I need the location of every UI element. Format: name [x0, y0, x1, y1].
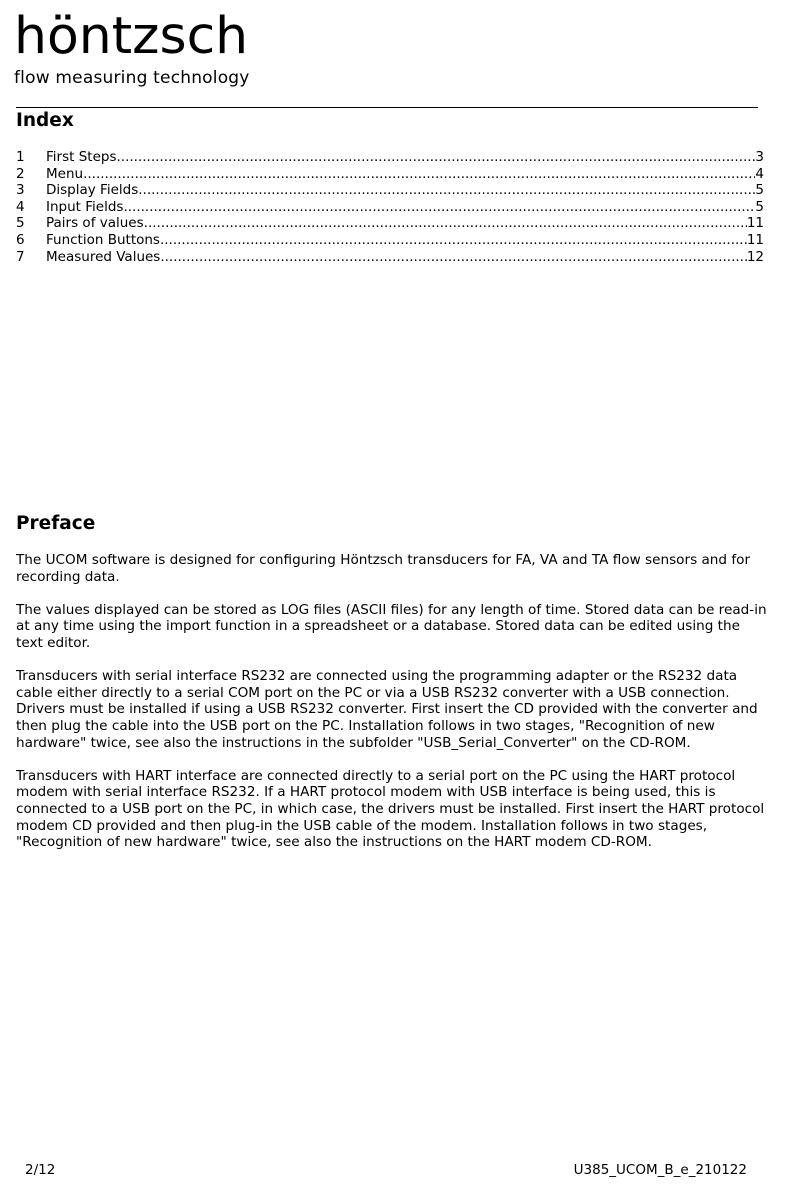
header-divider	[16, 107, 758, 108]
toc-entry-title: First Steps	[46, 149, 117, 165]
toc-entry[interactable]	[16, 166, 764, 183]
toc-entry-number: 2	[16, 165, 25, 182]
toc-entry-page: 11	[746, 231, 764, 248]
toc-leader-dots	[138, 182, 755, 199]
toc-entry[interactable]	[16, 149, 764, 166]
toc-entry-page: 4	[755, 165, 764, 182]
toc-entry-title: Measured Values	[46, 248, 161, 265]
table-of-contents	[16, 149, 764, 265]
toc-entry-number: 6	[16, 231, 25, 248]
logo-brand-text: höntzsch	[14, 7, 249, 66]
toc-entry[interactable]	[16, 199, 764, 216]
toc-entry-page: 5	[755, 198, 764, 215]
preface-paragraph: Transducers with serial interface RS232 are connected using the programming adapter or the RS232 data cable either directly to a serial COM port on the PC or via a USB RS232 converter with a USB connection. Drivers must be installed if using a USB RS232 converter. First insert the CD provided with the converter and then plug the cable into the USB port on the PC. Installation follows in two stages, "Recognition of new hardware" twice, see also the instructions in the subfolder "USB_Serial_Converter" on the CD-ROM.	[16, 668, 758, 751]
page-number: 2/12	[25, 1162, 56, 1178]
document-id: U385_UCOM_B_e_210122	[573, 1162, 747, 1178]
preface-heading: Preface	[16, 513, 96, 534]
toc-entry[interactable]	[16, 249, 764, 266]
toc-leader-dots	[160, 249, 746, 266]
toc-entry-number: 5	[16, 215, 25, 232]
toc-entry-title: Input Fields	[46, 198, 124, 215]
toc-entry-title: Pairs of values	[46, 215, 144, 232]
toc-leader-dots	[116, 149, 755, 166]
toc-entry[interactable]	[16, 215, 764, 232]
toc-entry-page: 12	[746, 248, 764, 265]
toc-entry-title: Function Buttons	[46, 231, 160, 248]
toc-entry[interactable]	[16, 182, 764, 199]
toc-entry-page: 3	[755, 149, 764, 165]
company-logo	[14, 8, 274, 88]
toc-entry-number: 1	[16, 149, 25, 165]
index-heading: Index	[16, 110, 74, 131]
toc-entry-page: 5	[755, 182, 764, 199]
toc-leader-dots	[123, 199, 755, 216]
toc-entry-number: 7	[16, 248, 25, 265]
preface-paragraph: Transducers with HART interface are connected directly to a serial port on the PC using the HART protocol modem with serial interface RS232. If a HART protocol modem with USB interface is being used, this is connected to a USB port on the PC, in which case, the drivers must be installed. First insert the HART protocol modem CD provided and then plug-in the USB cable of the modem. Installation follows in two stages, "Recognition of new hardware" twice, see also the instructions on the HART modem CD-ROM.	[16, 767, 765, 851]
toc-entry-number: 3	[16, 182, 25, 199]
toc-entry-title: Display Fields	[46, 182, 139, 199]
toc-leader-dots	[144, 215, 747, 232]
toc-entry-title: Menu	[46, 165, 84, 182]
preface-paragraph: The values displayed can be stored as LOG files (ASCII files) for any length of time. Stored data can be read-in at any time using the import function in a spreadsheet or a database. Stored data can be edited using the text editor.	[16, 601, 767, 651]
toc-entry-number: 4	[16, 198, 25, 215]
preface-paragraph: The UCOM software is designed for configuring Höntzsch transducers for FA, VA and TA flow sensors and for recording data.	[16, 552, 751, 585]
toc-leader-dots	[160, 232, 747, 249]
toc-leader-dots	[83, 166, 755, 183]
toc-entry[interactable]	[16, 232, 764, 249]
logo-tagline: flow measuring technology	[14, 68, 250, 88]
preface-body	[16, 552, 768, 867]
toc-entry-page: 11	[746, 215, 764, 232]
